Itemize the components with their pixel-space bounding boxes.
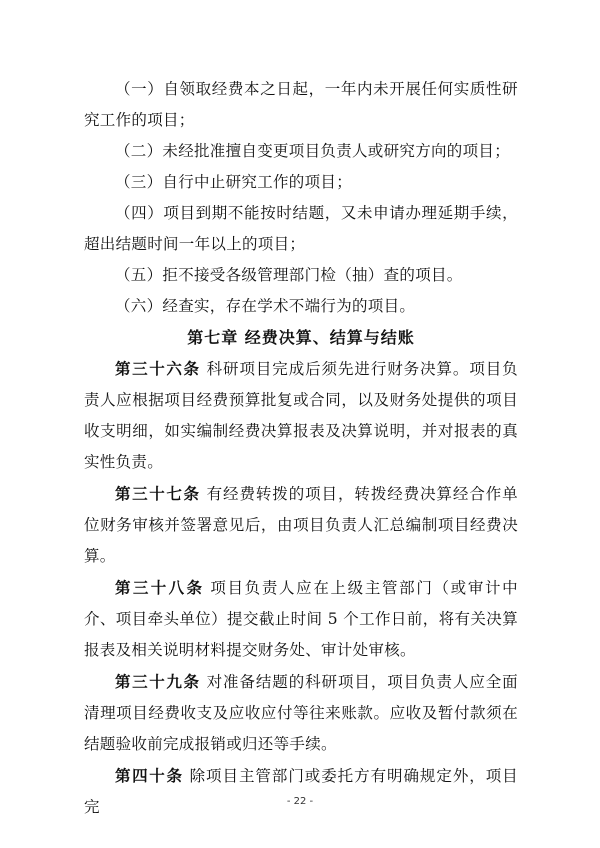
article-text: 对准备结题的科研项目，项目负责人应全面清理项目经费收支及应收应付等往来账款。应收及暂付款须在结题验收前完成报销或归还等手续。: [84, 673, 518, 753]
article-number: 第三十八条: [115, 578, 205, 597]
article-39: [84, 666, 518, 760]
list-item: （四）项目到期不能按时结题，又未申请办理延期手续，超出结题时间一年以上的项目；: [84, 204, 518, 253]
article-38: [84, 572, 518, 666]
article-text: 除项目主管部门或委托方有明确规定外，项目完: [84, 767, 518, 816]
page-number: - 22 -: [286, 796, 314, 807]
article-number: 第四十条: [115, 766, 184, 785]
article-number: 第三十六条: [115, 359, 201, 378]
page-body: [84, 74, 518, 823]
article-text: 有经费转拨的项目，转拨经费决算经合作单位财务审核并签署意见后，由项目负责人汇总编制项目经费决算。: [84, 485, 518, 565]
article-36: [84, 353, 518, 478]
list-item: （二）未经批准擅自变更项目负责人或研究方向的项目；: [115, 142, 511, 160]
article-number: 第三十七条: [115, 484, 201, 503]
list-item: （五）拒不接受各级管理部门检（抽）查的项目。: [115, 266, 463, 284]
list-item: （三）自行中止研究工作的项目；: [115, 173, 353, 191]
list-item: （六）经查实，存在学术不端行为的项目。: [115, 297, 416, 315]
article-number: 第三十九条: [115, 672, 201, 691]
article-37: [84, 478, 518, 572]
article-text: 科研项目完成后须先进行财务决算。项目负责人应根据项目经费预算批复或合同，以及财务处提供的项目收支明细，如实编制经费决算报表及决算说明，并对报表的真实性负责。: [84, 360, 518, 471]
article-text: 项目负责人应在上级主管部门（或审计中介、项目牵头单位）提交截止时间 5 个工作日前，将有关决算报表及相关说明材料提交财务处、审计处审核。: [84, 579, 518, 659]
chapter-heading: 第七章 经费决算、结算与结账: [187, 328, 415, 347]
article-40: [84, 760, 518, 823]
list-item: （一）自领取经费本之日起，一年内未开展任何实质性研究工作的项目；: [84, 80, 518, 129]
